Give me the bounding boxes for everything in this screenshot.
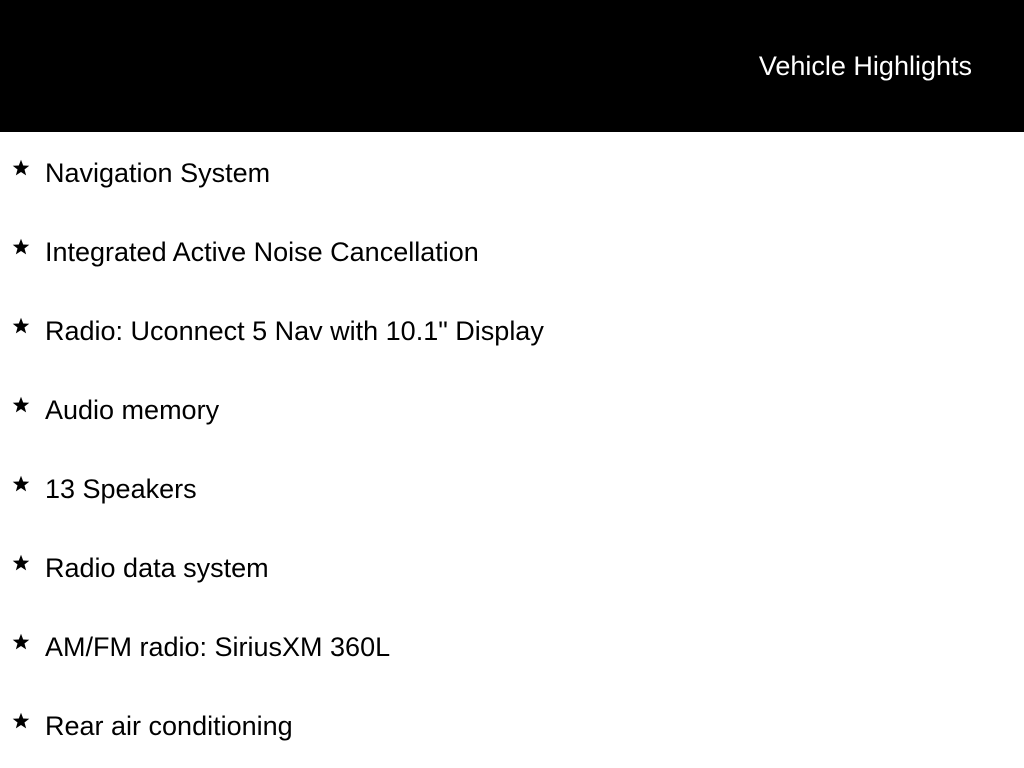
star-icon xyxy=(10,710,32,732)
list-item-label: Radio: Uconnect 5 Nav with 10.1" Display xyxy=(45,316,544,346)
header-bar xyxy=(0,0,1024,132)
star-icon xyxy=(10,552,32,574)
list-item-label: AM/FM radio: SiriusXM 360L xyxy=(45,632,391,662)
list-item-label: 13 Speakers xyxy=(45,474,197,504)
list-item xyxy=(0,466,1024,506)
star-icon xyxy=(10,236,32,258)
star-icon xyxy=(10,394,32,416)
list-item xyxy=(0,387,1024,427)
list-item xyxy=(0,229,1024,269)
list-item-label: Audio memory xyxy=(45,395,220,425)
star-icon xyxy=(10,473,32,495)
star-icon xyxy=(10,157,32,179)
list-item-label: Navigation System xyxy=(45,158,271,188)
page-title: Vehicle Highlights xyxy=(758,51,972,81)
list-item xyxy=(0,308,1024,348)
list-item xyxy=(0,150,1024,190)
list-item xyxy=(0,703,1024,743)
list-item xyxy=(0,624,1024,664)
list-item-label: Radio data system xyxy=(45,553,269,583)
star-icon xyxy=(10,315,32,337)
list-item-label: Integrated Active Noise Cancellation xyxy=(45,237,479,267)
star-icon xyxy=(10,631,32,653)
list-item-label: Rear air conditioning xyxy=(45,711,293,741)
list-item xyxy=(0,545,1024,585)
